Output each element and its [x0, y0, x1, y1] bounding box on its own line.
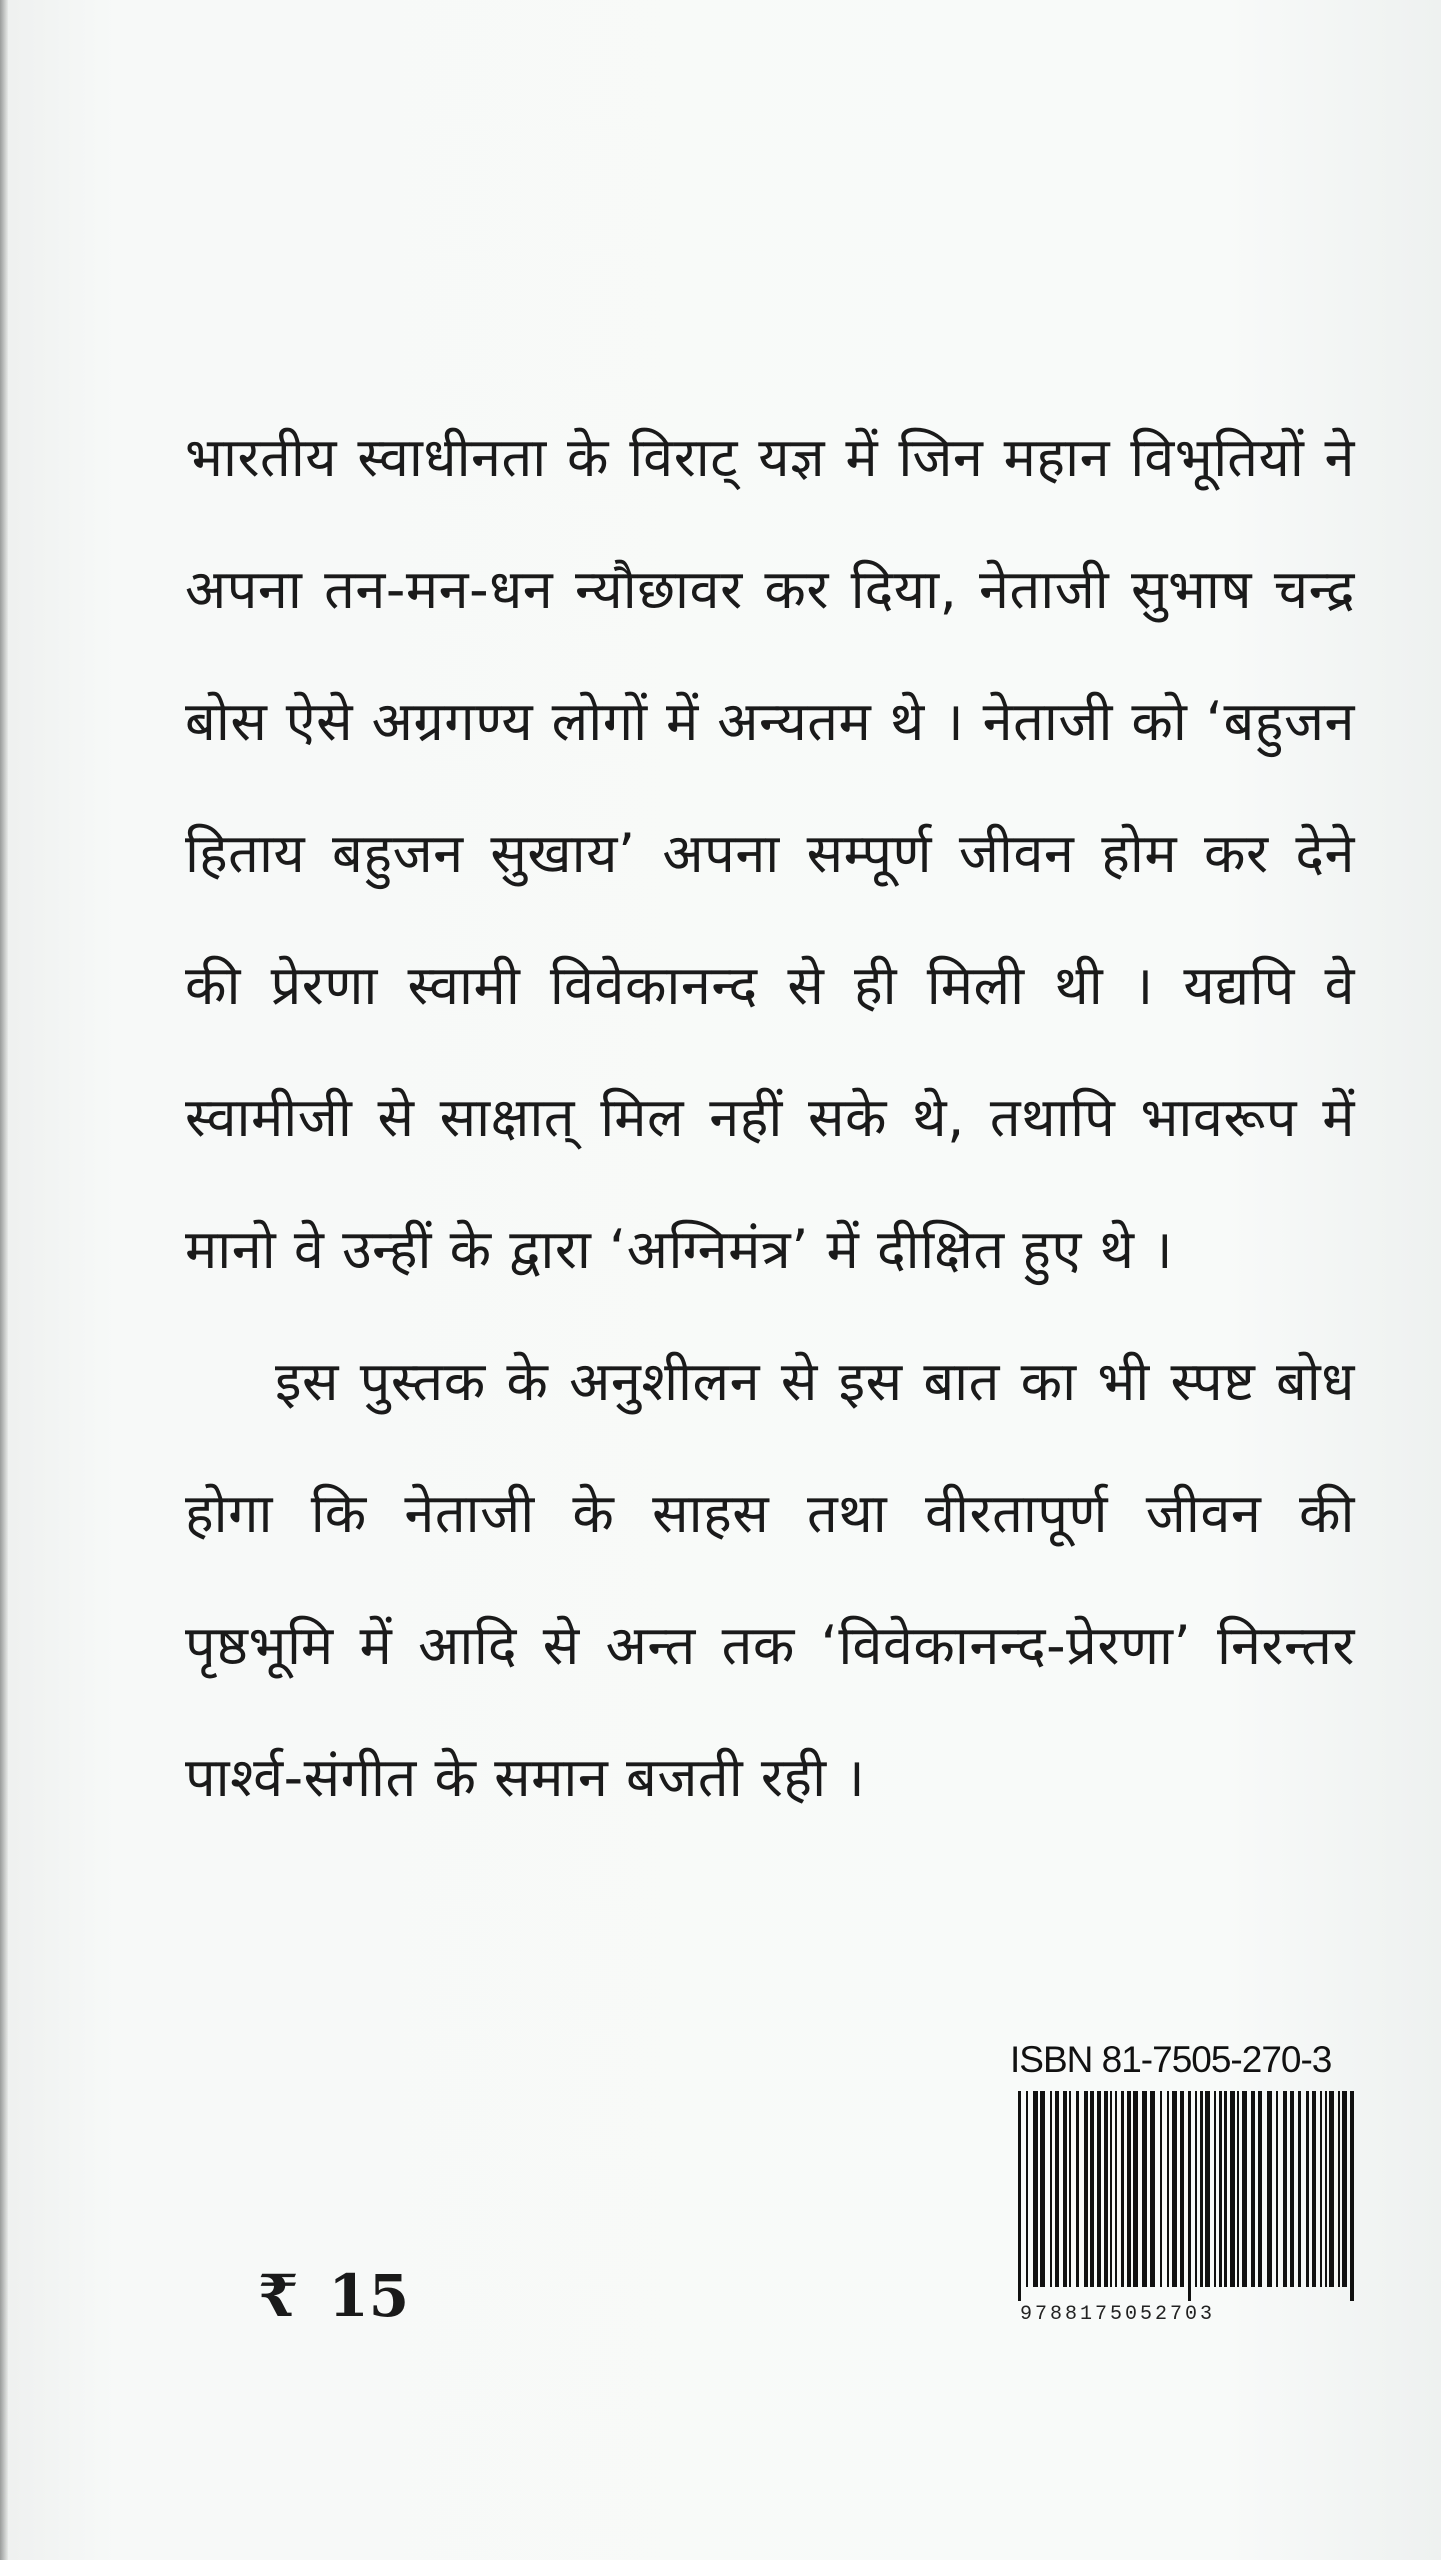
barcode-bar	[1200, 2091, 1203, 2287]
price-label	[258, 2262, 409, 2330]
barcode-bar	[1033, 2091, 1038, 2287]
barcode-bar	[1104, 2091, 1108, 2287]
barcode-bar	[1276, 2091, 1278, 2287]
barcode-bar	[1325, 2091, 1327, 2287]
price-amount: 15	[328, 2262, 410, 2330]
barcode-bar	[1267, 2091, 1272, 2287]
blurb-paragraph-2: इस पुस्तक के अनुशीलन से इस बात का भी स्पष्ट बोध होगा कि नेताजी के साहस तथा वीरतापूर्ण जीवन की पृष्ठभूमि में आदि से अन्त तक ‘विवेकानन्द-प्रेरणा’ निरन्तर पार्श्व-संगीत के समान बजती रही ।	[185, 1350, 1355, 1809]
barcode-bar	[1026, 2091, 1028, 2287]
barcode-bar	[1224, 2091, 1227, 2287]
barcode-bar	[1342, 2091, 1347, 2287]
barcode-bar	[1133, 2091, 1138, 2287]
barcode-bar	[1188, 2091, 1191, 2301]
barcode-bar	[1205, 2091, 1210, 2287]
barcode-bar	[1097, 2091, 1101, 2287]
barcode-bar	[1283, 2091, 1287, 2287]
barcode-bar	[1110, 2091, 1112, 2287]
blurb-text	[185, 392, 1355, 1844]
barcode-bar	[1090, 2091, 1094, 2287]
barcode-bar	[1150, 2091, 1155, 2287]
barcode-bar	[1050, 2091, 1052, 2287]
barcode-bar	[1084, 2091, 1088, 2287]
barcode-bar	[1069, 2091, 1071, 2287]
barcode-block	[1010, 2035, 1362, 2335]
blurb-paragraph-1: भारतीय स्वाधीनता के विराट् यज्ञ में जिन महान विभूतियों ने अपना तन-मन-धन न्यौछावर कर दिया, नेताजी सुभाष चन्द्र बोस ऐसे अग्रगण्य लोगों में अन्यतम थे । नेताजी को ‘बहुजन हिताय बहुजन सुखाय’ अपना सम्पूर्ण जीवन होम कर देने की प्रेरणा स्वामी विवेकानन्द से ही मिली थी । यद्यपि वे स्वामीजी से साक्षात् मिल नहीं सके थे, तथापि भावरूप में मानो वे उन्हीं के द्वारा ‘अग्निमंत्र’ में दीक्षित हुए थे ।	[185, 426, 1355, 1281]
barcode-bar	[1076, 2091, 1079, 2287]
barcode-bar	[1320, 2091, 1322, 2287]
barcode-bar	[1142, 2091, 1147, 2287]
barcode-bar	[1055, 2091, 1059, 2287]
barcode-digits: 9788175052703	[1020, 2303, 1216, 2326]
barcode-bar	[1127, 2091, 1131, 2287]
barcode-bar	[1230, 2091, 1235, 2287]
barcode-bars	[1016, 2091, 1356, 2301]
barcode-bar	[1242, 2091, 1247, 2287]
barcode-bar	[1312, 2091, 1316, 2287]
barcode-bar	[1063, 2091, 1067, 2287]
barcode-bar	[1219, 2091, 1222, 2287]
barcode-bar	[1350, 2091, 1354, 2301]
barcode-bar	[1298, 2091, 1301, 2287]
barcode-bar	[1195, 2091, 1197, 2287]
barcode-bar	[1306, 2091, 1309, 2287]
barcode-bar	[1167, 2091, 1169, 2287]
barcode-bar	[1018, 2091, 1021, 2301]
book-spine-edge	[0, 0, 8, 2560]
barcode-bar	[1251, 2091, 1255, 2287]
barcode-bar	[1172, 2091, 1177, 2287]
barcode-bar	[1338, 2091, 1340, 2287]
barcode-bar	[1115, 2091, 1117, 2287]
barcode-bar	[1040, 2091, 1045, 2287]
barcode-bar	[1180, 2091, 1184, 2287]
isbn-label: ISBN 81-7505-270-3	[1010, 2039, 1332, 2080]
barcode-bar	[1290, 2091, 1294, 2287]
barcode-bar	[1329, 2091, 1334, 2287]
barcode-bar	[1258, 2091, 1262, 2287]
rupee-symbol: ₹	[258, 2262, 299, 2330]
barcode-bar	[1237, 2091, 1239, 2287]
barcode-bar	[1160, 2091, 1162, 2287]
barcode-bar	[1214, 2091, 1216, 2287]
barcode-bar	[1121, 2091, 1124, 2287]
